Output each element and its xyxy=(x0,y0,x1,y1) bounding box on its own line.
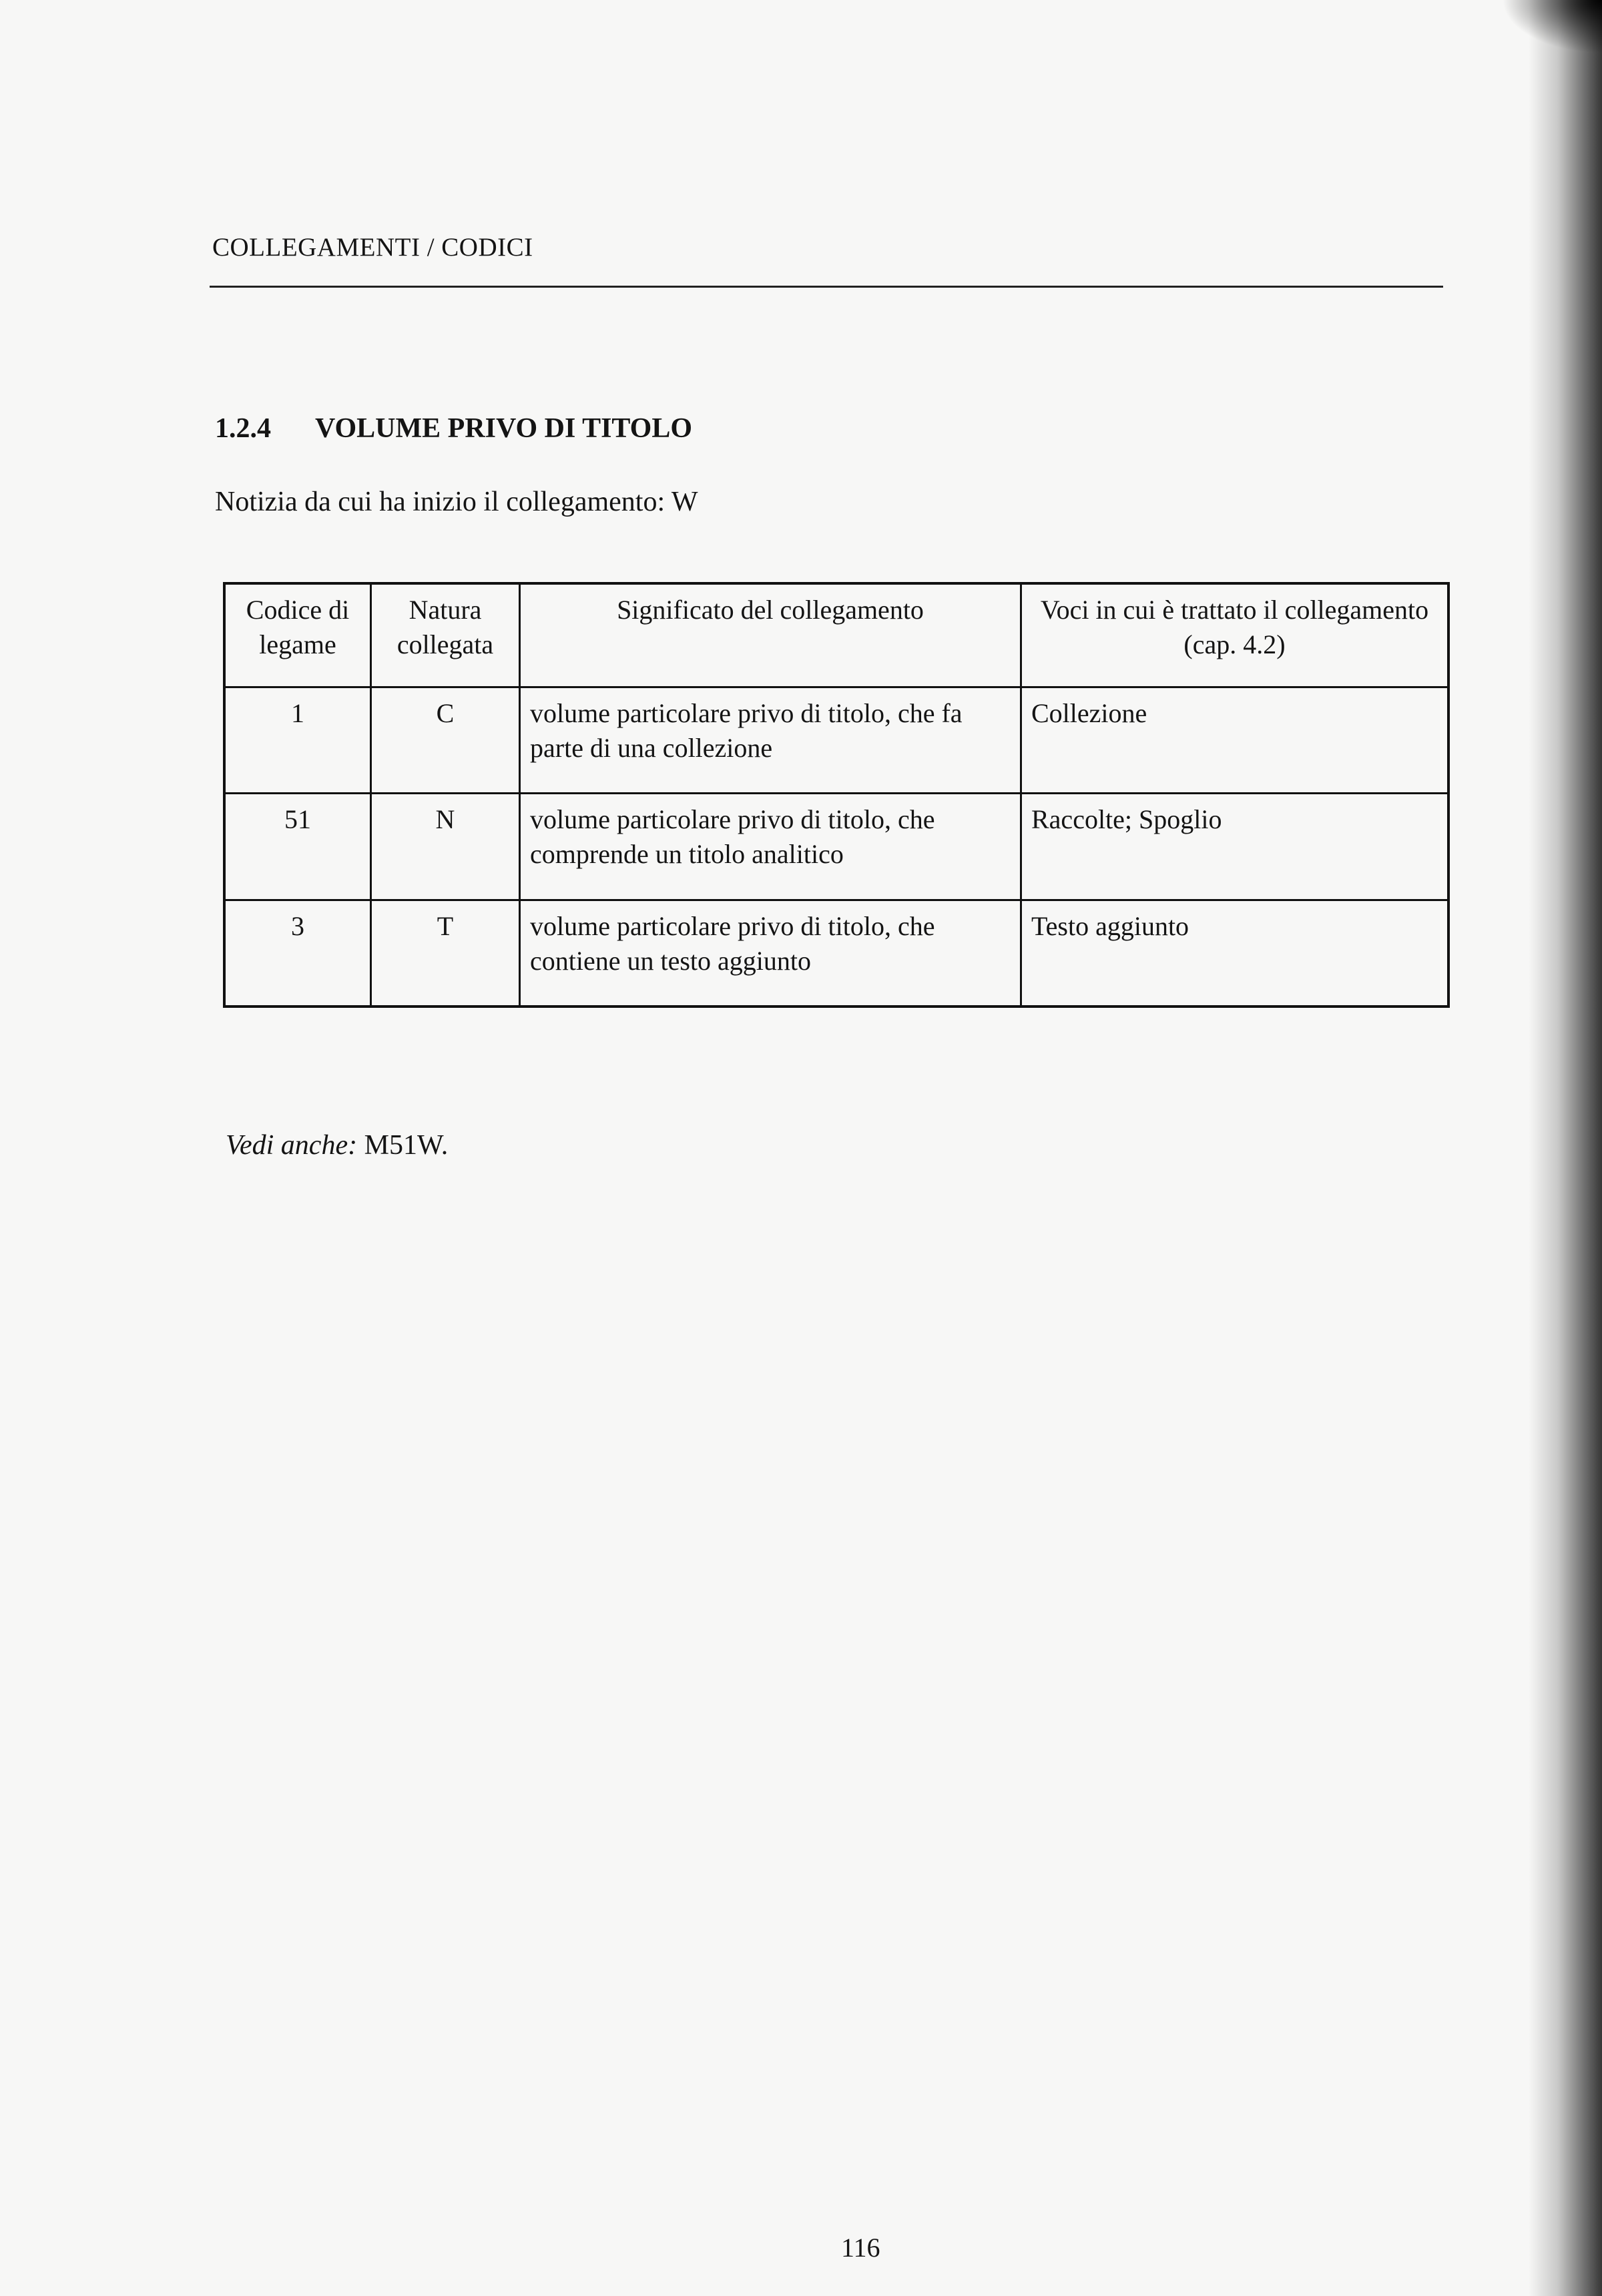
page-number: 116 xyxy=(841,2233,880,2263)
see-also xyxy=(226,1129,448,1161)
intro-text: Notizia da cui ha inizio il collegamento: W xyxy=(215,487,698,517)
running-head: COLLEGAMENTI / CODICI xyxy=(212,233,533,262)
table-row xyxy=(224,687,1448,794)
cell-entries: Raccolte; Spoglio xyxy=(1021,794,1449,900)
header-rule xyxy=(210,286,1443,288)
header-meaning: Significato del collegamento xyxy=(520,583,1021,687)
section-heading xyxy=(215,412,692,445)
section-title: VOLUME PRIVO DI TITOLO xyxy=(315,413,693,444)
cell-meaning: volume particolare privo di titolo, che contiene un testo aggiunto xyxy=(520,900,1021,1007)
table-header-row xyxy=(224,583,1448,687)
cell-entries: Collezione xyxy=(1021,687,1449,794)
links-table xyxy=(223,582,1450,1008)
see-also-label: Vedi anche: xyxy=(226,1130,358,1161)
section-number: 1.2.4 xyxy=(215,413,271,444)
table-row xyxy=(224,794,1448,900)
cell-meaning: volume particolare privo di titolo, che comprende un titolo analitico xyxy=(520,794,1021,900)
scan-corner-shadow xyxy=(1502,0,1602,53)
header-nature: Natura collegata xyxy=(371,583,520,687)
cell-code: 3 xyxy=(224,900,371,1007)
table-row xyxy=(224,900,1448,1007)
see-also-value: M51W. xyxy=(364,1130,449,1161)
cell-entries: Testo aggiunto xyxy=(1021,900,1449,1007)
cell-code: 51 xyxy=(224,794,371,900)
cell-nature: C xyxy=(371,687,520,794)
header-code: Codice di legame xyxy=(224,583,371,687)
cell-code: 1 xyxy=(224,687,371,794)
cell-nature: N xyxy=(371,794,520,900)
cell-nature: T xyxy=(371,900,520,1007)
cell-meaning: volume particolare privo di titolo, che fa parte di una collezione xyxy=(520,687,1021,794)
scan-page-edge xyxy=(1529,0,1602,2296)
header-entries: Voci in cui è trattato il collegamento (cap. 4.2) xyxy=(1021,583,1449,687)
